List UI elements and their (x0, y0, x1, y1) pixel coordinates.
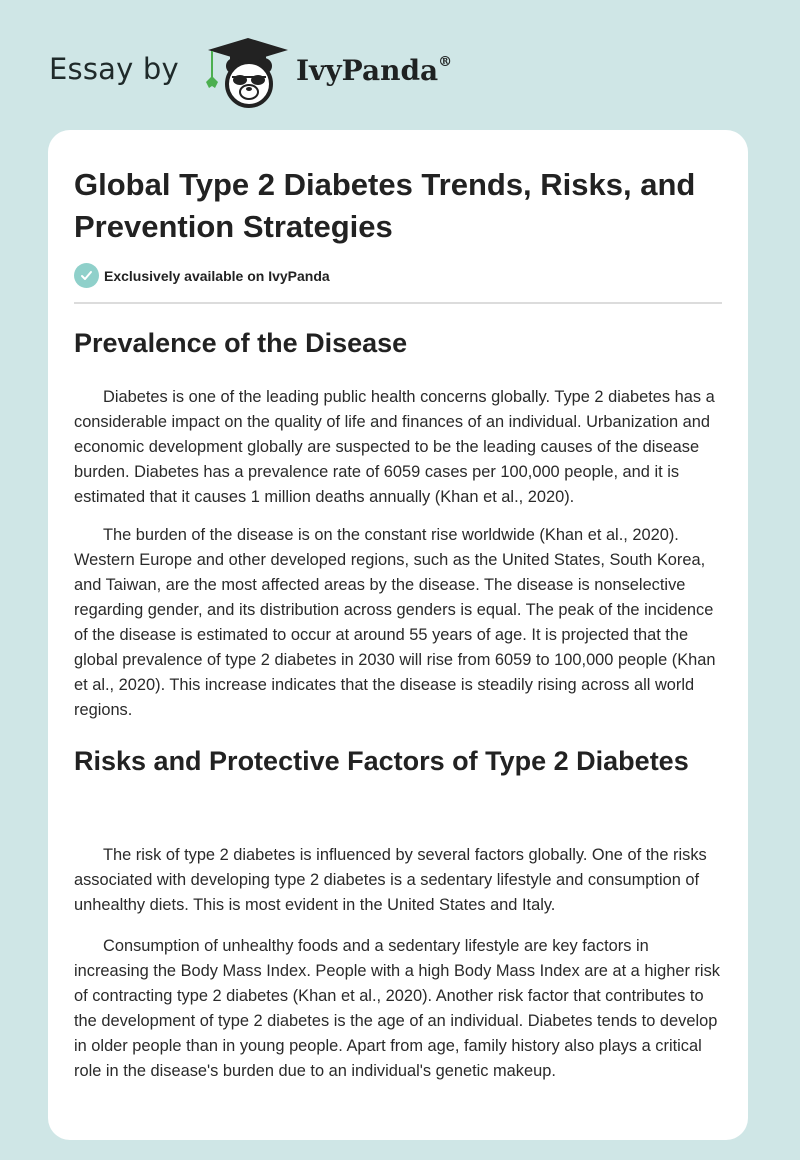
section-heading-risks: Risks and Protective Factors of Type 2 Diabetes (74, 746, 689, 776)
essay-by-label: Essay by (49, 52, 179, 86)
panda-graduation-cap-icon[interactable] (204, 36, 292, 108)
page-title: Global Type 2 Diabetes Trends, Risks, and Prevention Strategies (74, 167, 696, 244)
brand-logo-text[interactable] (296, 54, 452, 87)
check-circle-icon (74, 263, 99, 288)
exclusive-badge-text: Exclusively available on IvyPanda (104, 267, 330, 284)
paragraph: The burden of the disease is on the constant rise worldwide (Khan et al., 2020). Western Europe and other developed regions, such as the United States, South Korea, and Taiwan, are the most affected areas by the disease. The disease is nonselective regarding gender, and its distribution across genders is equal. The peak of the incidence of the disease is estimated to occur at around 55 years of age. It is projected that the global prevalence of type 2 diabetes in 2030 will rise from 6059 to 100,000 people (Khan et al., 2020). This increase indicates that the disease is steadily rising across all world regions. (74, 526, 716, 719)
brand-name: IvyPanda (296, 54, 439, 87)
site-header (0, 0, 800, 130)
divider (74, 302, 722, 304)
paragraph: Diabetes is one of the leading public health concerns globally. Type 2 diabetes has a considerable impact on the quality of life and finances of an individual. Urbanization and economic development globally are suspected to be the leading causes of the disease burden. Diabetes has a prevalence rate of 6059 cases per 100,000 people, and it is estimated that it causes 1 million deaths annually (Khan et al., 2020). (74, 388, 715, 506)
paragraph: Consumption of unhealthy foods and a sedentary lifestyle are key factors in increasing the Body Mass Index. People with a high Body Mass Index are at a higher risk of contracting type 2 diabetes (Khan et al., 2020). Another risk factor that contributes to the development of type 2 diabetes is the age of an individual. Diabetes tends to develop in older people than in young people. Apart from age, family history also plays a critical role in the disease's burden due to an individual's genetic makeup. (74, 937, 720, 1080)
registered-mark: ® (438, 53, 453, 70)
essay-card (48, 130, 748, 1140)
paragraph: The risk of type 2 diabetes is influenced by several factors globally. One of the risks associated with developing type 2 diabetes is a sedentary lifestyle and consumption of unhealthy diets. This is most evident in the United States and Italy. (74, 846, 707, 914)
exclusive-badge (74, 263, 330, 288)
section-heading-prevalence: Prevalence of the Disease (74, 328, 408, 358)
